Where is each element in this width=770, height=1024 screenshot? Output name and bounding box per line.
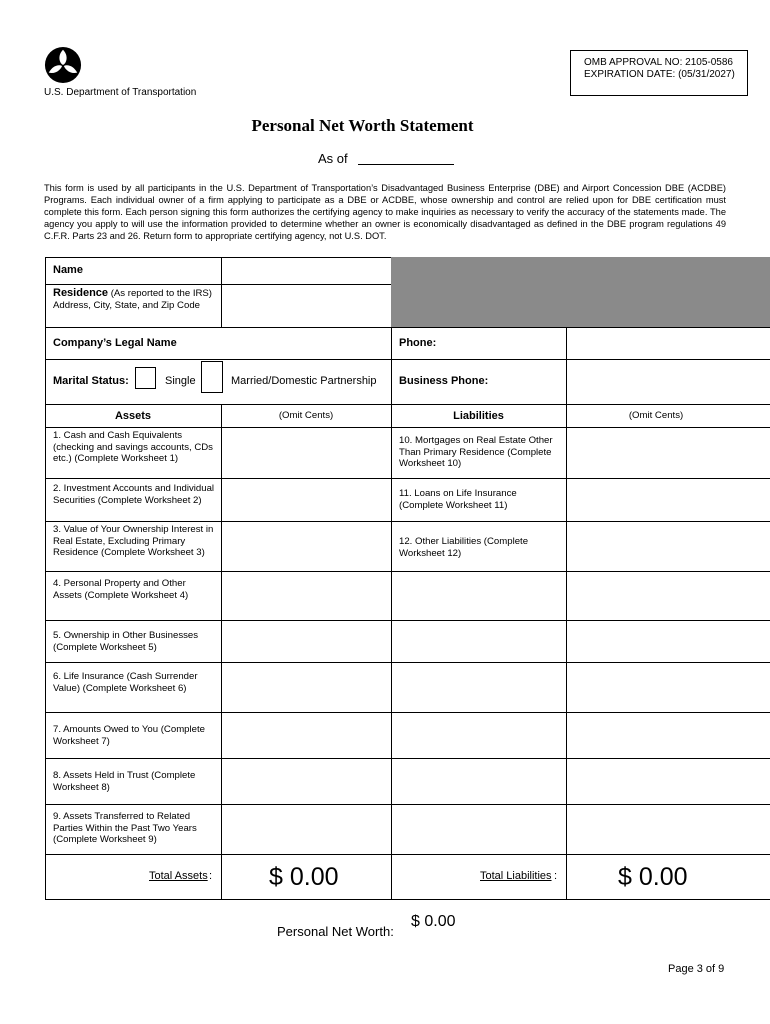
asset-label-1: 1. Cash and Cash Equivalents (checking and savings accounts, CDs etc.) (Complete Worksheet 1) <box>53 430 213 465</box>
asset-value-6[interactable] <box>221 662 392 713</box>
asset-label-8: 8. Assets Held in Trust (Complete Worksheet 8) <box>53 770 196 793</box>
total-assets-label: Total Assets <box>149 870 208 882</box>
total-liabilities-value-cell[interactable] <box>566 854 770 900</box>
liabilities-header: Liabilities <box>453 410 504 422</box>
asset-row-8 <box>45 758 222 805</box>
asset-label-5: 5. Ownership in Other Businesses (Complete Worksheet 5) <box>53 630 199 653</box>
liability-label-12: 12. Other Liabilities (Complete Worksheet 12) <box>399 536 529 559</box>
phone-label-cell <box>391 327 567 360</box>
asset-label-3: 3. Value of Your Ownership Interest in Real Estate, Excluding Primary Residence (Complete Worksheet 3) <box>53 524 214 559</box>
liability-row-12 <box>391 521 567 572</box>
liability-value-12[interactable] <box>566 521 770 572</box>
asset-label-7: 7. Amounts Owed to You (Complete Worksheet 7) <box>53 724 205 747</box>
liability-label-10: 10. Mortgages on Real Estate Other Than Primary Residence (Complete Worksheet 10) <box>399 435 553 470</box>
net-worth-value[interactable]: $ 0.00 <box>411 913 456 930</box>
liabilities-omit-cents: (Omit Cents) <box>628 410 684 421</box>
total-liabilities-label-cell <box>391 854 567 900</box>
asset-row-6 <box>45 662 222 713</box>
as-of-date-field[interactable] <box>358 164 454 165</box>
assets-omit-cents: (Omit Cents) <box>278 410 334 421</box>
page-number: Page 3 of 9 <box>668 963 725 975</box>
asset-value-2[interactable] <box>221 478 392 522</box>
business-phone-label-cell <box>391 359 567 405</box>
total-assets-label-cell <box>45 854 222 900</box>
company-name-field[interactable] <box>45 327 392 360</box>
asset-label-4: 4. Personal Property and Other Assets (Complete Worksheet 4) <box>53 578 189 601</box>
net-worth-label: Personal Net Worth: <box>277 924 394 939</box>
liability-label-11: 11. Loans on Life Insurance (Complete Worksheet 11) <box>399 488 517 511</box>
asset-label-9: 9. Assets Transferred to Related Parties Within the Past Two Years (Complete Worksheet 9) <box>53 811 197 846</box>
liability-empty-value-1 <box>566 571 770 621</box>
name-label: Name <box>53 264 83 276</box>
asset-row-5 <box>45 620 222 663</box>
liability-empty-2 <box>391 620 567 663</box>
residence-field[interactable] <box>221 284 392 328</box>
dot-logo-icon <box>44 46 82 84</box>
asset-label-6: 6. Life Insurance (Cash Surrender Value) (Complete Worksheet 6) <box>53 671 198 694</box>
residence-hint: (As reported to the IRS) Address, City, State, and Zip Code <box>53 288 213 311</box>
liability-empty-value-6 <box>566 804 770 855</box>
asset-value-7[interactable] <box>221 712 392 759</box>
omb-approval-box <box>570 50 748 96</box>
residence-label-cell <box>45 284 222 328</box>
asset-row-3 <box>45 521 222 572</box>
asset-value-1[interactable] <box>221 427 392 479</box>
total-liabilities-label: Total Liabilities <box>480 870 552 882</box>
marital-status-label: Marital Status: <box>53 375 129 387</box>
liability-value-11[interactable] <box>566 478 770 522</box>
asset-row-2 <box>45 478 222 522</box>
phone-field[interactable] <box>566 327 770 360</box>
asset-row-9 <box>45 804 222 855</box>
residence-label: Residence <box>53 287 109 299</box>
liability-empty-value-3 <box>566 662 770 713</box>
assets-omit-cents-cell <box>221 404 392 428</box>
asset-value-3[interactable] <box>221 521 392 572</box>
married-label: Married/Domestic Partnership <box>231 375 377 387</box>
single-checkbox[interactable] <box>135 367 156 389</box>
liabilities-omit-cents-cell <box>566 404 770 428</box>
business-phone-label: Business Phone: <box>399 375 489 387</box>
asset-label-2: 2. Investment Accounts and Individual Securities (Complete Worksheet 2) <box>53 483 215 506</box>
assets-header: Assets <box>114 410 152 422</box>
liability-empty-5 <box>391 758 567 805</box>
name-field[interactable] <box>221 257 392 285</box>
business-phone-field[interactable] <box>566 359 770 405</box>
liability-empty-3 <box>391 662 567 713</box>
company-name-label: Company’s Legal Name <box>53 337 177 349</box>
residence-label-text <box>53 288 215 311</box>
liabilities-header-cell <box>391 404 567 428</box>
asset-value-8[interactable] <box>221 758 392 805</box>
liability-empty-value-2 <box>566 620 770 663</box>
total-assets-colon: : <box>209 870 213 882</box>
department-name: U.S. Department of Transportation <box>44 87 197 98</box>
assets-header-cell <box>45 404 222 428</box>
liability-empty-value-5 <box>566 758 770 805</box>
asset-value-9[interactable] <box>221 804 392 855</box>
total-assets-value: $ 0.00 <box>269 863 339 891</box>
expiration-date: EXPIRATION DATE: (05/31/2027) <box>584 69 735 80</box>
asset-row-4 <box>45 571 222 621</box>
liability-empty-1 <box>391 571 567 621</box>
as-of-label: As of <box>318 151 348 166</box>
liability-row-11 <box>391 478 567 522</box>
single-label: Single <box>165 375 196 387</box>
liability-value-10[interactable] <box>566 427 770 479</box>
marital-status-row <box>45 359 392 405</box>
liability-row-10 <box>391 427 567 479</box>
asset-value-4[interactable] <box>221 571 392 621</box>
page-title: Personal Net Worth Statement <box>251 116 474 135</box>
liability-empty-4 <box>391 712 567 759</box>
asset-value-5[interactable] <box>221 620 392 663</box>
married-checkbox[interactable] <box>201 361 223 393</box>
liability-empty-value-4 <box>566 712 770 759</box>
phone-label: Phone: <box>399 337 437 349</box>
name-label-cell <box>45 257 222 285</box>
total-assets-value-cell[interactable] <box>221 854 392 900</box>
asset-row-1 <box>45 427 222 479</box>
liability-empty-6 <box>391 804 567 855</box>
total-liabilities-colon: : <box>554 870 558 882</box>
omb-approval-number: OMB APPROVAL NO: 2105-0586 <box>584 57 733 68</box>
asset-row-7 <box>45 712 222 759</box>
total-liabilities-value: $ 0.00 <box>618 863 688 891</box>
shaded-area <box>391 257 770 328</box>
intro-paragraph: This form is used by all participants in the U.S. Department of Transportation’s Disadvantaged Business Enterprise (DBE) and Airport Concession DBE (ACDBE) Programs. Each individual owner of a firm applying to participate as a DBE or ACDBE, whose ownership and control are relied upon for DBE certification must complete this form. Each person signing this form authorizes the certifying agency to make inquiries as necessary to verify the accuracy of the statements made. The agency you apply to will use the information provided to determine whether an owner is economically disadvantaged as defined in the DBE program regulations 49 C.F.R. Parts 23 and 26. Return form to appropriate certifying agency, not U.S. DOT. <box>44 183 726 241</box>
